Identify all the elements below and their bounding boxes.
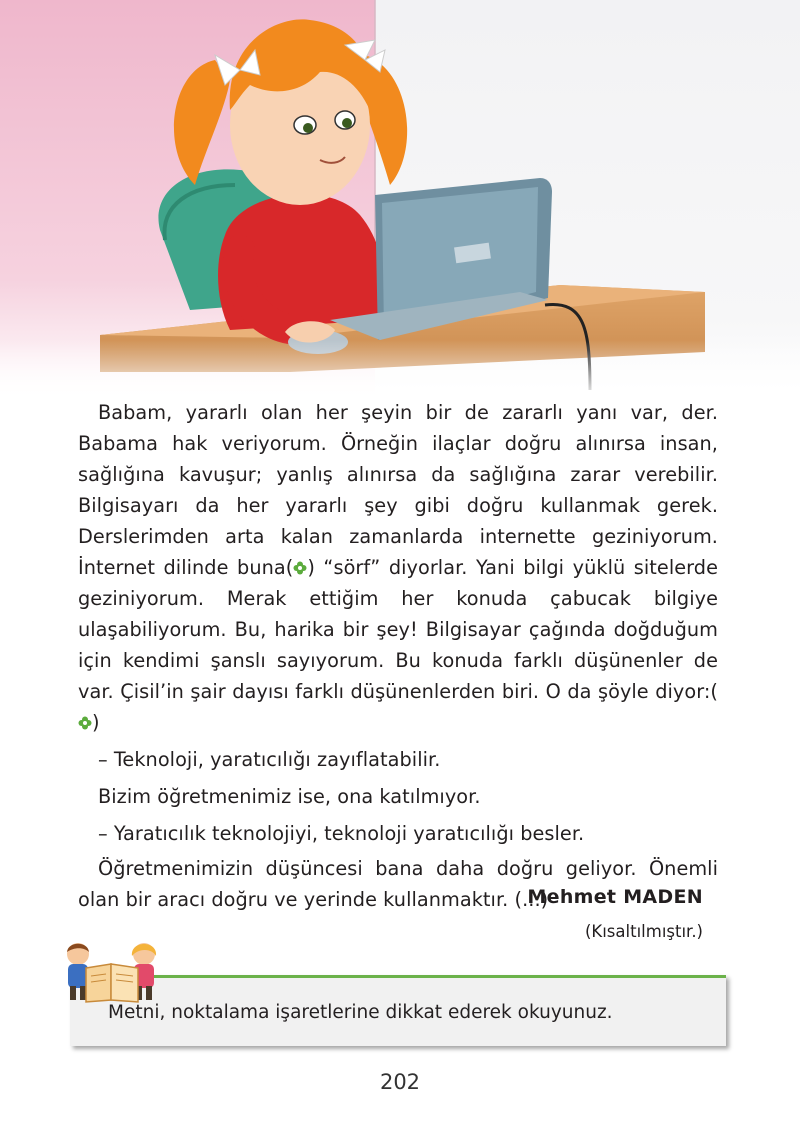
story-paragraph	[78, 397, 718, 738]
task-box	[70, 975, 726, 1046]
narration-line: Bizim öğretmenimiz ise, ona katılmıyor.	[98, 785, 481, 808]
paragraph-text-end: )	[92, 711, 100, 734]
dialogue-line: – Teknoloji, yaratıcılığı zayıflatabilir.	[98, 748, 441, 771]
source-note: (Kısaltılmıştır.)	[584, 922, 703, 941]
paragraph-text: Babam, yararlı olan her şeyin bir de zararlı yanı var, der. Babama hak veriyorum. Örneğin ilaçlar doğru alınırsa insan, sağlığına kavuşur; yanlış alınırsa da sağlığına zarar verebilir. Bilgisayarı da her yararlı şey gibi doğru kullanmak gerek. Derslerimden arta kalan zamanlarda internette geziniyorum. İnternet dilinde buna(	[78, 401, 718, 579]
story-text	[78, 397, 718, 915]
paragraph-text-continued: ) “sörf” diyorlar. Yani bilgi yüklü sitelerde geziniyorum. Merak ettiğim her konuda çabucak bilgiye ulaşabiliyorum. Bu, harika bir şey! Bilgisayar çağında doğduğum için kendimi şanslı sayıyorum. Bu konuda farklı düşünenler de var. Çisil’in şair dayısı farklı düşünenlerden biri. O da şöyle diyor:(	[78, 556, 718, 703]
kids-reading-book-icon	[56, 938, 168, 1004]
story-paragraph: Öğretmenimizin düşüncesi bana daha doğru geliyor. Önemli olan bir aracı doğru ve yerinde kullanmaktır. (...)	[78, 857, 718, 911]
flower-icon	[293, 561, 307, 575]
task-instruction: Metni, noktalama işaretlerine dikkat ederek okuyunuz.	[108, 1002, 613, 1023]
page-number: 202	[379, 1070, 421, 1094]
author-name: Mehmet MADEN	[527, 886, 703, 908]
girl-at-laptop-illustration	[0, 0, 800, 400]
flower-icon	[78, 716, 92, 730]
dialogue-line: – Yaratıcılık teknolojiyi, teknoloji yaratıcılığı besler.	[98, 822, 585, 845]
